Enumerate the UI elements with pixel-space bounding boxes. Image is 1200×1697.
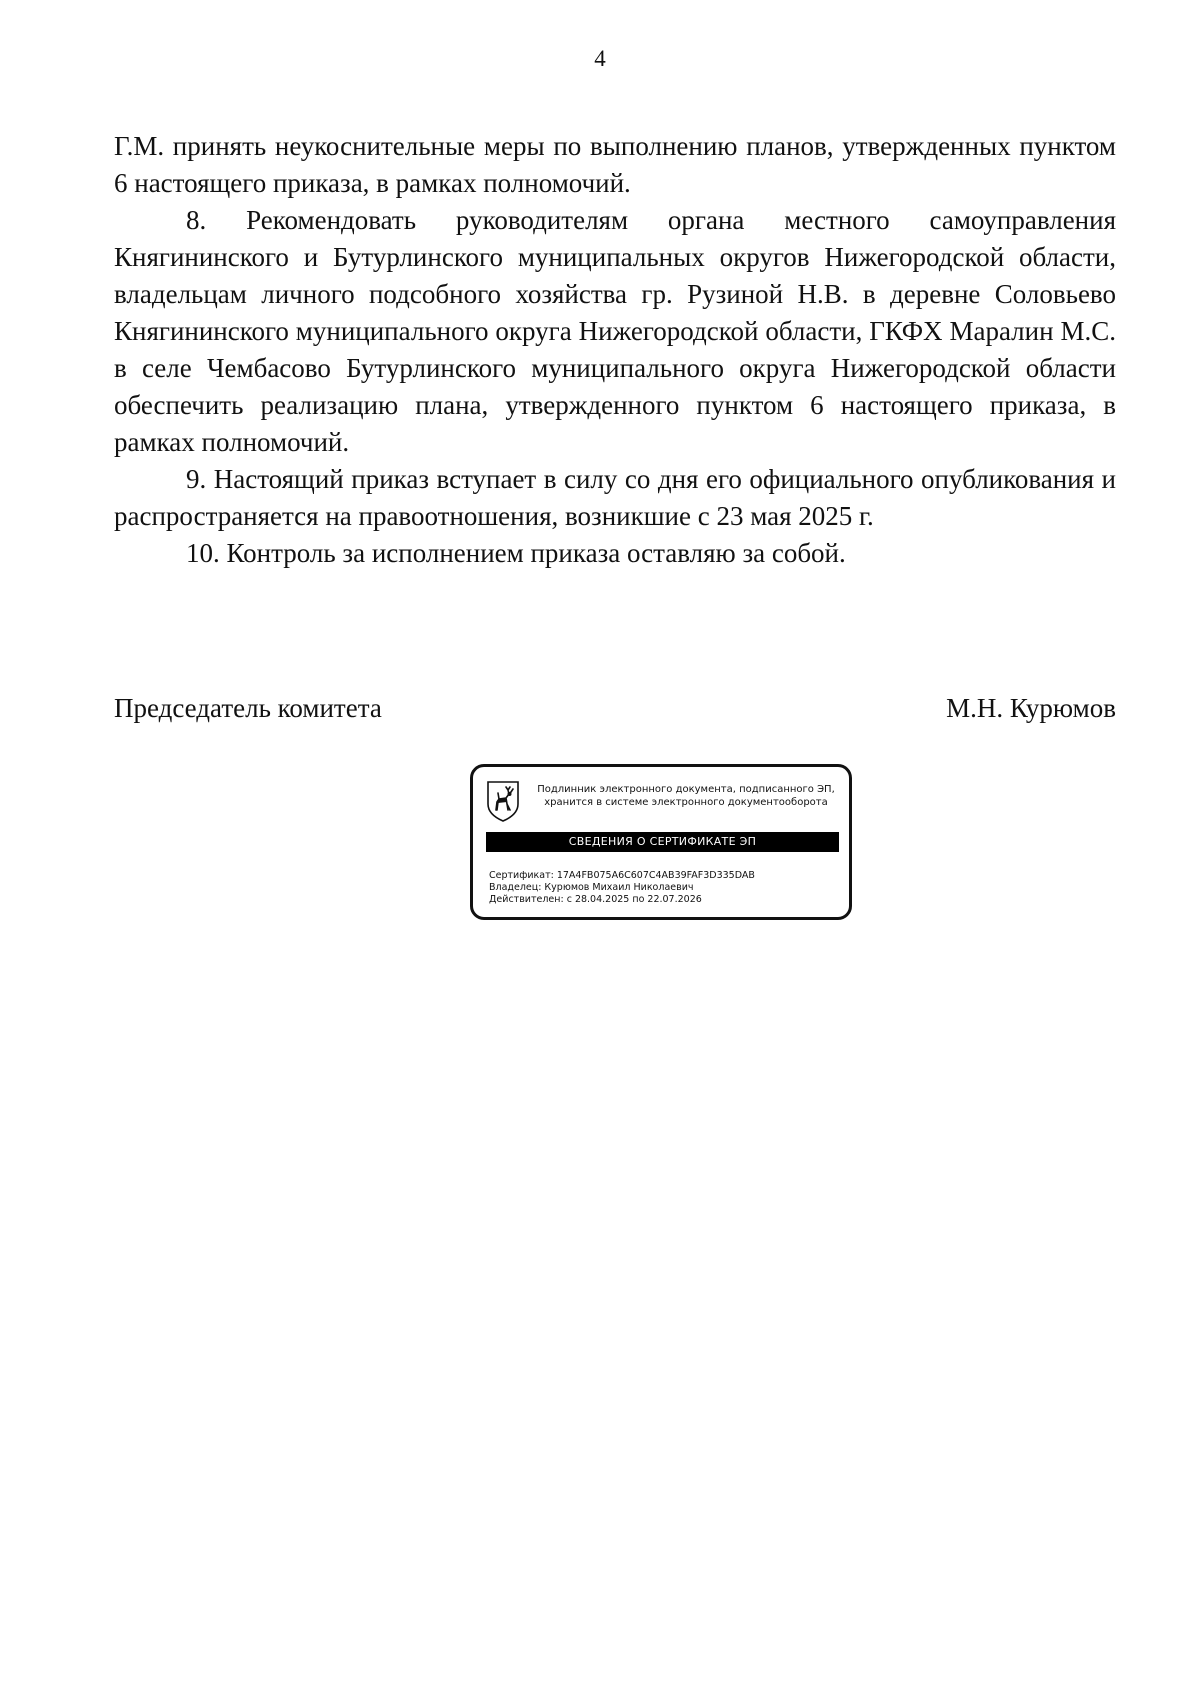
signature-block <box>114 690 1116 727</box>
deer-coat-of-arms-icon <box>486 780 520 822</box>
paragraph-continuation: Г.М. принять неукоснительные меры по выполнению планов, утвержденных пунктом 6 настоящего приказа, в рамках полномочий. <box>114 131 1116 198</box>
stamp-certificate-details <box>489 870 755 906</box>
stamp-owner: Владелец: Курюмов Михаил Николаевич <box>489 882 694 893</box>
stamp-certificate-number: Сертификат: 17A4FB075A6C607C4AB39FAF3D335DAB <box>489 870 755 881</box>
stamp-header-line1: Подлинник электронного документа, подписанного ЭП, <box>537 784 835 795</box>
page-number: 4 <box>594 46 606 71</box>
paragraph-item-9: 9. Настоящий приказ вступает в силу со дня его официального опубликования и распространяется на правоотношения, возникшие с 23 мая 2025 г. <box>114 464 1116 531</box>
signatory-name: М.Н. Курюмов <box>946 693 1116 723</box>
paragraph-item-8: 8. Рекомендовать руководителям органа местного самоуправления Княгининского и Бутурлинского муниципальных округов Нижегородской области, владельцам личного подсобного хозяйства гр. Рузиной Н.В. в деревне Соловьево Княгининского муниципального округа Нижегородской области, ГКФХ Маралин М.С. в селе Чембасово Бутурлинского муниципального округа Нижегородской области обеспечить реализацию плана, утвержденного пунктом 6 настоящего приказа, в рамках полномочий. <box>114 205 1116 457</box>
electronic-signature-stamp <box>470 764 852 920</box>
stamp-title-bar: СВЕДЕНИЯ О СЕРТИФИКАТЕ ЭП <box>486 832 839 852</box>
stamp-header <box>525 783 847 809</box>
document-body <box>114 128 1116 572</box>
stamp-validity: Действителен: с 28.04.2025 по 22.07.2026 <box>489 894 702 905</box>
paragraph-item-10: 10. Контроль за исполнением приказа оставляю за собой. <box>186 538 846 568</box>
stamp-header-line2: хранится в системе электронного документооборота <box>544 797 828 808</box>
signatory-position: Председатель комитета <box>114 693 382 723</box>
